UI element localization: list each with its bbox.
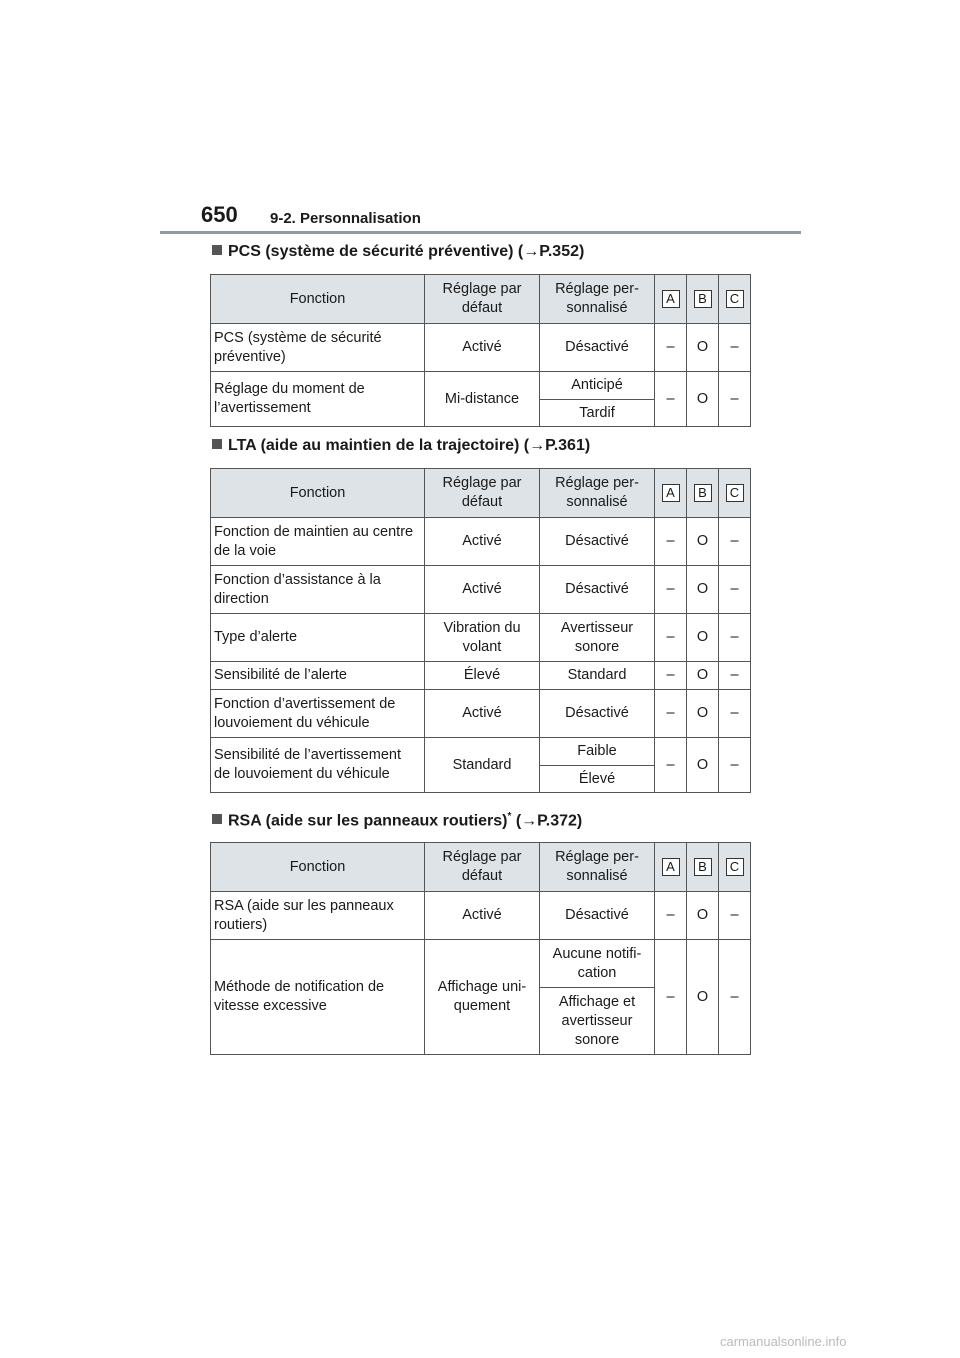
- table-pcs: [210, 274, 751, 427]
- cell-fonction: Réglage du moment de l’avertissement: [211, 372, 425, 427]
- cell-fonction: Méthode de notification de vitesse excessive: [211, 940, 425, 1055]
- bullet-square-icon: [212, 814, 222, 824]
- table-header-row: [211, 275, 751, 324]
- cell-defaut: Activé: [425, 566, 540, 614]
- table-row: [211, 614, 751, 662]
- table-row: [211, 738, 751, 766]
- cell-c: –: [719, 940, 751, 1055]
- cell-a: –: [655, 940, 687, 1055]
- badge-c: C: [726, 484, 744, 502]
- badge-a: A: [662, 290, 680, 308]
- cell-a: –: [655, 690, 687, 738]
- cell-c: –: [719, 324, 751, 372]
- cell-b: O: [687, 372, 719, 427]
- cell-fonction: RSA (aide sur les panneaux routiers): [211, 892, 425, 940]
- table-row: [211, 662, 751, 690]
- cell-defaut: Activé: [425, 690, 540, 738]
- col-c: [719, 469, 751, 518]
- col-fonction: Fonction: [211, 275, 425, 324]
- cell-perso: Désactivé: [540, 324, 655, 372]
- col-defaut: Réglage par défaut: [425, 843, 540, 892]
- cell-defaut: Élevé: [425, 662, 540, 690]
- cell-c: –: [719, 566, 751, 614]
- cell-perso: Élevé: [540, 766, 655, 793]
- table-row: [211, 372, 751, 400]
- table-row: [211, 892, 751, 940]
- cell-defaut: Activé: [425, 892, 540, 940]
- cell-perso: Standard: [540, 662, 655, 690]
- table-lta: [210, 468, 751, 793]
- table-header-row: [211, 843, 751, 892]
- cell-b: O: [687, 940, 719, 1055]
- col-b: [687, 469, 719, 518]
- col-c: [719, 843, 751, 892]
- section-title-pcs: PCS (système de sécurité préventive) (→P.352): [212, 243, 584, 261]
- cell-defaut: Mi-distance: [425, 372, 540, 427]
- bullet-square-icon: [212, 439, 222, 449]
- col-defaut: Réglage par défaut: [425, 275, 540, 324]
- cell-perso: Désactivé: [540, 566, 655, 614]
- table-row: [211, 940, 751, 988]
- table-row: [211, 324, 751, 372]
- cell-fonction: Sensibilité de l’avertissement de louvoiement du véhicule: [211, 738, 425, 793]
- cell-fonction: Fonction de maintien au centre de la voie: [211, 518, 425, 566]
- cell-b: O: [687, 324, 719, 372]
- col-a: [655, 843, 687, 892]
- cell-a: –: [655, 566, 687, 614]
- badge-b: B: [694, 290, 712, 308]
- cell-a: –: [655, 738, 687, 793]
- col-fonction: Fonction: [211, 469, 425, 518]
- chapter-title: 9-2. Personnalisation: [270, 210, 421, 227]
- cell-b: O: [687, 892, 719, 940]
- badge-b: B: [694, 484, 712, 502]
- cell-b: O: [687, 614, 719, 662]
- col-b: [687, 275, 719, 324]
- badge-a: A: [662, 858, 680, 876]
- col-perso: Réglage per-sonnalisé: [540, 843, 655, 892]
- cell-defaut: Standard: [425, 738, 540, 793]
- cell-a: –: [655, 892, 687, 940]
- cell-a: –: [655, 324, 687, 372]
- cell-b: O: [687, 662, 719, 690]
- section-title-rsa: RSA (aide sur les panneaux routiers)* (→P.372): [212, 811, 582, 830]
- col-perso: Réglage per-sonnalisé: [540, 275, 655, 324]
- cell-b: O: [687, 518, 719, 566]
- col-c: [719, 275, 751, 324]
- col-a: [655, 275, 687, 324]
- cell-c: –: [719, 372, 751, 427]
- cell-perso: Affichage et avertisseur sonore: [540, 988, 655, 1055]
- cell-c: –: [719, 738, 751, 793]
- cell-a: –: [655, 372, 687, 427]
- cell-perso: Désactivé: [540, 690, 655, 738]
- cell-fonction: Fonction d’avertissement de louvoiement du véhicule: [211, 690, 425, 738]
- col-defaut: Réglage par défaut: [425, 469, 540, 518]
- cell-fonction: PCS (système de sécurité préventive): [211, 324, 425, 372]
- cell-defaut: Activé: [425, 324, 540, 372]
- footer-watermark: carmanualsonline.info: [720, 1334, 847, 1349]
- table-rsa: [210, 842, 751, 1055]
- cell-b: O: [687, 566, 719, 614]
- cell-defaut: Activé: [425, 518, 540, 566]
- col-perso: Réglage per-sonnalisé: [540, 469, 655, 518]
- badge-c: C: [726, 290, 744, 308]
- table-row: [211, 690, 751, 738]
- section-title-lta: LTA (aide au maintien de la trajectoire) (→P.361): [212, 437, 590, 455]
- cell-perso: Anticipé: [540, 372, 655, 400]
- cell-c: –: [719, 690, 751, 738]
- cell-a: –: [655, 614, 687, 662]
- cell-perso: Faible: [540, 738, 655, 766]
- badge-b: B: [694, 858, 712, 876]
- table-row: [211, 518, 751, 566]
- cell-c: –: [719, 662, 751, 690]
- cell-perso: Aucune notifi-cation: [540, 940, 655, 988]
- table-header-row: [211, 469, 751, 518]
- cell-b: O: [687, 738, 719, 793]
- col-fonction: Fonction: [211, 843, 425, 892]
- table-row: [211, 566, 751, 614]
- cell-perso: Avertisseur sonore: [540, 614, 655, 662]
- cell-fonction: Type d’alerte: [211, 614, 425, 662]
- cell-fonction: Fonction d’assistance à la direction: [211, 566, 425, 614]
- header-rule: [160, 231, 801, 234]
- cell-perso: Désactivé: [540, 892, 655, 940]
- cell-defaut: Vibration du volant: [425, 614, 540, 662]
- cell-c: –: [719, 892, 751, 940]
- cell-perso: Tardif: [540, 400, 655, 427]
- bullet-square-icon: [212, 245, 222, 255]
- cell-perso: Désactivé: [540, 518, 655, 566]
- cell-c: –: [719, 614, 751, 662]
- page-number: 650: [201, 202, 238, 227]
- badge-c: C: [726, 858, 744, 876]
- cell-fonction: Sensibilité de l’alerte: [211, 662, 425, 690]
- col-b: [687, 843, 719, 892]
- cell-a: –: [655, 518, 687, 566]
- cell-defaut: Affichage uni-quement: [425, 940, 540, 1055]
- cell-c: –: [719, 518, 751, 566]
- cell-a: –: [655, 662, 687, 690]
- cell-b: O: [687, 690, 719, 738]
- col-a: [655, 469, 687, 518]
- badge-a: A: [662, 484, 680, 502]
